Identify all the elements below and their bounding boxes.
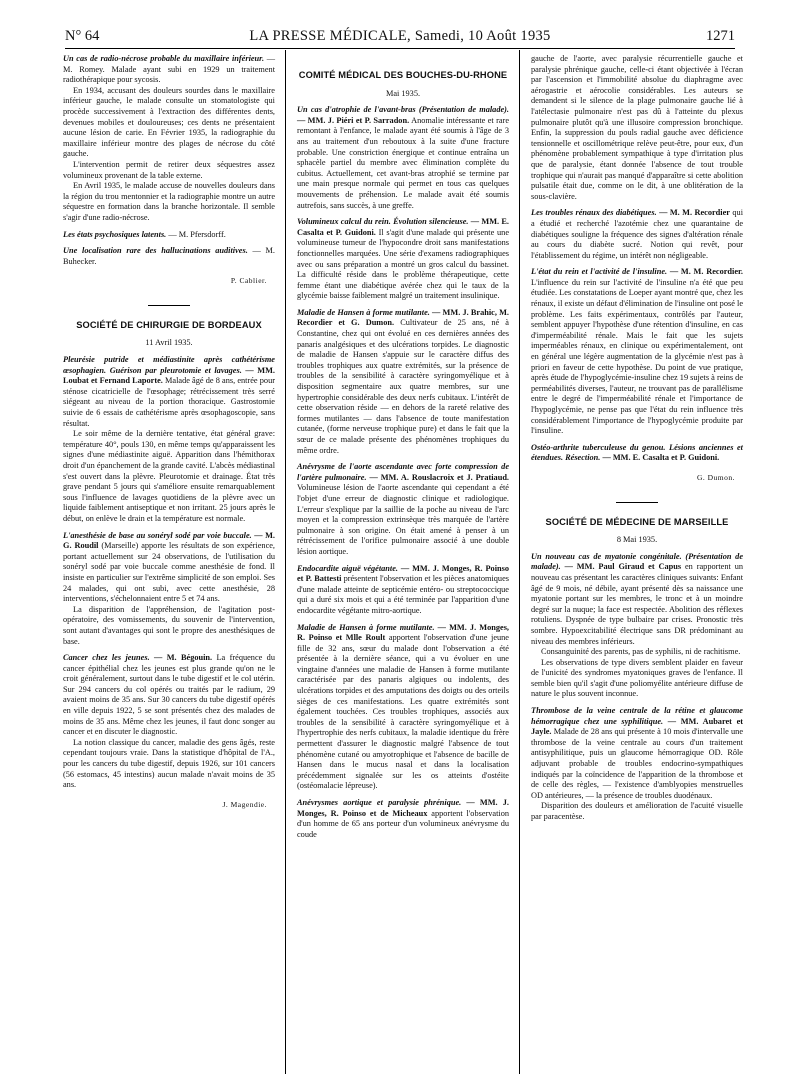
signature: J. Magendie.: [222, 799, 267, 809]
article-paragraph: La notion classique du cancer, maladie des gens âgés, reste cependant toujours vraie. Dans la statistique d'hôpital de l'A., pour les cancers du tube digestif, depuis 1926, sur 101 cancers (56 estomacs, 45 intestins) aucun malade n'avait moins de 35 ans.: [63, 737, 275, 790]
article-text: Il s'agit d'une malade qui présente une volumineuse tumeur de l'hypocondre droit sans manifestations fonctionnelles marquées. Une série d'examens radiographiques avec ou sans préparation a montré un gros calcul du bassinet. La difficulté réside dans le problème thérapeutique, cette femme étant une diabétique avérée chez qui le taux de la glycémie baisse faiblement malgré un traitement insulinique.: [297, 227, 509, 301]
article-title: Anévrysmes aortique et paralysie phrénique.: [297, 798, 462, 807]
article-text: Volumineuse lésion de l'aorte ascendante qui cependant a été l'objet d'une erreur de diagnostic clinique et radiologique. L'erreur s'explique par la saillie de la poche au niveau de l'arc moyen et la compression extrinsèque très marquée de l'artère pulmonaire à son origine. On était amené à penser à un rétrécissement de l'orifice pulmonaire associé à une double lésion aortique.: [297, 483, 509, 556]
article-paragraph: Le soir même de la dernière tentative, état général grave: température 40°, pouls 130, en même temps qu'apparaissent les signes d'une médiastinite aiguë. Apparition dans l'hémithorax droit d'un épanchement de la grande cavité. L'abcès médiastinal s'est ouvert dans la plèvre. Pleurotomie et drainage. État très grave pendant 5 jours qui s'améliore ensuite remarquablement sous l'influence de lavages quotidiens de la plèvre avec un liquide faiblement antiseptique et non irritant. 25 jours après le début, on enlève le drain et la température est normale.: [63, 429, 275, 523]
article-text: La fréquence du cancer épithélial chez les jeunes est plus grande qu'on ne le croit généralement, surtout dans le tube digestif et le col utérin. Sur 294 cancers du col opérés ou traités par le radium, 29 avaient moins de 35 ans. Sur 30 cancers du tube digestif opérés en ville depuis 1922, 5 se sont présentés chez des malades de moins de 35 ans. Même chez les jeunes, il faut donc songer au cancer et en discuter le diagnostic.: [63, 653, 275, 737]
article-text: (Marseille) apporte les résultats de son expérience, portant actuellement sur 24 observations, de l'utilisation du sonéryl sodé par voie buccale comme anesthésie de fond. Il insiste en particulier sur l'extrême simplicité de son emploi. Ses 24 malades, qui ont subi, avec cette anesthésie, 28 interventions, s'échelonnaient entre 5 et 74 ans.: [63, 541, 276, 604]
article-title: Endocardite aiguë végétante.: [297, 563, 398, 573]
article-paragraph: [531, 552, 743, 647]
article-author: — MM. Aubaret et Jayle.: [531, 716, 744, 737]
article-author: — M. G. Roudil: [63, 530, 276, 551]
column-divider: [285, 50, 286, 1074]
page-header: [65, 26, 735, 49]
article-paragraph: Disparition des douleurs et amélioration de l'acuité visuelle par paracentèse.: [531, 801, 743, 821]
article-title: Un cas de radio-nécrose probable du maxillaire inférieur.: [63, 54, 265, 63]
page-number: 1271: [706, 28, 735, 44]
article-title: Pleurésie putride et médiastinite après cathétérisme œsophagien. Guérison par pleurotomie et lavages.: [63, 355, 275, 375]
article-text: présentent l'observation et les pièces anatomiques d'une malade atteinte de septicémie entéro- ou streptococcique qui a duré six mois et qui a été terminée par l'apparition d'une endocardite végétante mitro-aortique.: [297, 574, 509, 615]
section-separator: [616, 502, 658, 503]
article-text: apportent l'observation d'un homme de 65 ans porteur d'un volumineux anévrysme du coude: [297, 808, 510, 839]
article-author: — MM. J. Monges, R. Poinso et P. Battesti: [297, 563, 509, 584]
article-paragraph: [63, 246, 275, 267]
column-divider: [519, 50, 520, 1074]
article-author: — M. Bégouin.: [154, 653, 213, 663]
article-title: Une localisation rare des hallucinations auditives.: [63, 246, 248, 256]
article-paragraph: En Avril 1935, le malade accuse de nouvelles douleurs dans la région du trou mentonnier et la radiographie montre un autre séquestre en formation dans la branche horizontale. Il semble s'agir d'une radio-nécrose.: [63, 181, 275, 222]
article-paragraph: [63, 531, 275, 605]
article-paragraph: [297, 308, 509, 456]
article-title: Maladie de Hansen à forme mutilante.: [297, 307, 430, 317]
article-paragraph: [297, 462, 509, 557]
article-author: — M. Romey.: [63, 54, 276, 74]
article-title: Les états psychosiques latents.: [63, 229, 167, 239]
article-author: — M. M. Recordier.: [669, 267, 743, 277]
article-text: Malade de 28 ans qui présente à 10 mois d'intervalle une thrombose de la veine centrale au cours d'un traitement antisyphilitique, puis un glaucome hémorragique OD. Rôle adjuvant probable de troubles endocrino-sympathiques indiqués par la coïncidence de l'apparition de la thrombose et de celle des règles, — l'existence d'amblyopies menstruelles OD antérieures, — la présence de troubles duodénaux.: [531, 727, 744, 800]
article-title: Ostéo-arthrite tuberculeuse du genou. Lésions anciennes et étendues. Résection.: [531, 442, 743, 463]
article-author: — MM. E. Casalta et P. Guidoni.: [602, 453, 720, 463]
article-title: Les troubles rénaux des diabétiques.: [531, 208, 657, 218]
article-author: — MM. J. Piéri et P. Sarradon.: [297, 115, 410, 125]
article-title: Maladie de Hansen à forme mutilante.: [297, 622, 435, 632]
article-paragraph: [63, 653, 275, 738]
article-paragraph: La disparition de l'appréhension, de l'agitation post-opératoire, des vomissements, du souvenir de l'intervention, sont autant d'avantages qui sont le propre des anesthésiques de base.: [63, 604, 275, 646]
article-paragraph: [63, 54, 275, 86]
journal-title: LA PRESSE MÉDICALE, Samedi, 10 Août 1935: [249, 28, 551, 44]
section-separator: [148, 305, 190, 306]
section-date: 8 Mai 1935.: [616, 535, 658, 545]
article-author: — MM. Paul Giraud et Capus: [564, 562, 682, 572]
article-author: — MM. J. Monges, R. Poinso et Mlle Roult: [297, 622, 509, 643]
section-heading: COMITÉ MÉDICAL DES BOUCHES-DU-RHONE: [298, 70, 508, 80]
article-title: L'état du rein et l'activité de l'insuline.: [531, 267, 668, 277]
article-author: — MM. A. Rouslacroix et J. Pratiaud.: [369, 472, 510, 482]
article-text: apportent l'observation d'une jeune fille de 32 ans, sœur du malade dont l'observation a été présentée à la dernière séance, qui a vu évoluer en une vingtaine d'années une maladie de Hansen à forme mutilante caractérisée par des panaris algiques ou indolents, des ulcérations torpides et des amputations des doigts ou des orteils sièges de ces manifestations. Les quatre extrémités sont également touchées. Ces troubles trophiques, associés aux troubles de la sensibilité à caractère syringomyélique et à l'hypertrophie des nerfs cubitaux, la maladie identique du frère permettent d'assurer le diagnostic malgré l'absence de tout phénomène cutané ou amyotrophique et l'absence de bacille de Hansen dans le mucus nasal et dans la localisation précédemment signalée sur les os atteints d'ostéite (ostéomalacie lépreuse).: [297, 633, 509, 791]
article-author: — MM. E. Casalta et P. Guidoni.: [297, 217, 510, 237]
article-title: L'anesthésie de base au sonéryl sodé par voie buccale.: [63, 530, 252, 540]
article-paragraph: Les observations de type divers semblent plaider en faveur de l'unicité des syndromes myatoniques graves de l'enfance. Il semble bien qu'il s'agit d'une poliomyélite antérieure diffuse de nature le plus souvent inconnue.: [531, 657, 743, 699]
article-author: — MM. Loubat et Fernand Laporte.: [63, 365, 276, 386]
section-heading: SOCIÉTÉ DE CHIRURGIE DE BORDEAUX: [76, 319, 262, 330]
article-paragraph: [531, 267, 743, 437]
article-text: Anomalie intéressante et rare remontant à l'enfance, le malade ayant été soumis à l'âge de 3 ans au traitement d'un reboutoux à la suite d'une fracture probable. Une constriction énergique et continue entraîna un sphacèle partiel du membre avec élimination complète du cubitus. Actuellement, cet avant-bras atrophié se termine par une main presque normale qui permet en tous cas quelques mouvements de préhension. Le malade avait été soumis autrefois, sans succès, à une greffe.: [297, 115, 509, 210]
section-heading: SOCIÉTÉ DE MÉDECINE DE MARSEILLE: [545, 516, 729, 527]
section-date: Mai 1935.: [385, 88, 421, 98]
signature: G. Dumon.: [696, 472, 735, 482]
section-date: 11 Avril 1935.: [145, 338, 193, 348]
article-title: Cancer chez les jeunes.: [63, 653, 150, 663]
column-1: [63, 54, 275, 810]
article-paragraph: gauche de l'aorte, avec paralysie récurrentielle gauche et paralysie phrénique gauche, celle-ci étant objectivée à l'écran par l'ascension et l'immobilité absolue du diaphragme avec aérogastrie et aérocolie considérables. Les auteurs se demandent si le silence de la plage pulmonaire gauche lié à l'atélectasie pulmonaire n'est pas dû à l'atteinte du plexus pulmonaire plutôt qu'à une illusoire compression bronchique. Enfin, la suppression du pouls radial gauche avec déficience tensionnelle et oscillométrique relève peut-être, pour eux, d'un phénomène probablement sympathique à type d'irritation plus que de paralysie, étant donnée l'absence de tout trouble trophique qui n'aurait pas manqué d'apparaître si cette abolition pulsatile était due, comme on le dit, à une oblitération de la sous-clavière.: [531, 54, 743, 201]
article-paragraph: [297, 623, 509, 793]
article-paragraph: Consanguinité des parents, pas de syphilis, ni de rachitisme.: [541, 647, 741, 657]
article-author: — M. Pfersdorff.: [168, 229, 226, 239]
article-paragraph: [63, 230, 275, 241]
article-title: Anévrysme de l'aorte ascendante avec forte compression de l'artère pulmonaire.: [297, 462, 509, 482]
column-2: [297, 54, 509, 840]
article-author: — M. M. Recordier: [659, 208, 730, 218]
article-title: Un cas d'atrophie de l'avant-bras (Présentation de malade).: [297, 105, 509, 115]
article-author: — MM. J. Brahic, M. Recordier et G. Dumon.: [297, 307, 509, 328]
article-paragraph: [297, 564, 509, 617]
article-author: — MM. J. Monges, R. Poinso et de Micheaux: [297, 798, 509, 818]
article-text: Cultivateur de 25 ans, né à Constantine, chez qui ont évolué en ces dernières années des panaris analgésiques et des ulcérations torpides. Le diagnostic de maladie de Hansen s'appuie sur le caractère diffus des troubles trophiques aux quatre extrémités, sur la présence de troubles de la sensibilité à caractère syringomyélique et à disposition segmentaire aux quatre membres, sur une hypertrophie considérable des deux nerfs cubitaux. L'intérêt de cette observation réside — en dehors de la rareté relative des formes mutilantes — dans l'absence de toute manifestation cutanée, (forme nerveuse trophique pure) et dans le fait que la sœur de ce malade présente des phénomènes trophiques du même ordre.: [297, 318, 509, 455]
article-paragraph: [297, 798, 509, 840]
article-author: — M. Buhecker.: [63, 246, 275, 266]
article-text: L'influence du rein sur l'activité de l'insuline n'a été que peu étudiée. Les constatations de Loeper ayant montré que, chez les rénaux, il existe un défaut d'élimination de l'insuline ont posé le problème. Les faits expérimentaux, contrôlés par l'auteur, semblent appuyer l'hypothèse d'une rétention d'insuline, en cas d'imperméabilité rénale. Mais le fait que les sujets imperméables rénaux, en clinique ou expérimentalement, ont en général une légère augmentation de la glycémie n'est pas à priori en faveur de cette hypothèse. Du point de vue pratique, après étude de l'hypoglycémie-insuline chez 19 sujets à reins de perméabilités diverses, l'auteur, ne trouvant pas de parallélisme entre le degré de l'imperméabilité rénale et l'importance de l'hypoglycémie, ne pense pas que l'état du rein influence très considérablement l'importance de l'hypoglycémie produite par l'insuline.: [531, 277, 743, 436]
column-3: [531, 54, 743, 823]
article-paragraph: [531, 443, 743, 464]
article-text: Malade âgé de 8 ans, entrée pour sténose cicatricielle de l'œsophage; rétrécissement très serré siégeant au niveau de la portion thoracique. Gastrostomie suivie de 6 essais de cathétérisme après œsophagoscopie, sans résultat.: [63, 376, 275, 428]
article-title: Volumineux calcul du rein. Évolution silencieuse.: [297, 217, 469, 227]
article-text: en rapportent un nouveau cas présentant les caractères cliniques suivants: Enfant âgé de 9 mois, né débile, ayant présenté dès sa naissance une myatonie portant sur les membres, le tronc et à un moindre degré sur la nuque; la face est respectée. Abolition des réflexes rotuliens. Dyspnée de type bulbaire par crises. Pronostic très sombre. Hypoexcitabilité électrique sans DR prédominant au niveau des membres inférieurs.: [531, 562, 743, 646]
signature: P. Cablier.: [230, 276, 267, 286]
issue-number: N° 64: [65, 28, 100, 44]
article-text: Malade ayant subi en 1929 un traitement radiothérapique pour sycosis.: [63, 64, 276, 85]
article-paragraph: [531, 706, 743, 801]
article-title: Thrombose de la veine centrale de la rétine et glaucome hémorragique chez une syphilitique.: [531, 706, 743, 726]
article-paragraph: L'intervention permit de retirer deux séquestres assez volumineux provenant de la table externe.: [63, 159, 275, 180]
article-text: qui a étudié et recherché l'azotémie chez une quarantaine de diabétiques souligne la fréquence des signes d'altération rénale au cours du diabète sucré. Notion qui revêt, pour l'établissement du régime, un intérêt non négligeable.: [531, 208, 744, 260]
article-paragraph: [297, 217, 509, 302]
article-title: Un nouveau cas de myatonie congénitale. (Présentation de malade).: [531, 551, 743, 572]
article-paragraph: [531, 208, 743, 261]
article-paragraph: [297, 105, 509, 211]
article-paragraph: [63, 355, 275, 429]
article-paragraph: En 1934, accusant des douleurs sourdes dans le maxillaire inférieur gauche, le malade consulte un stomatologiste qui procède successivement à l'extraction des différentes dents, devenues mobiles et douloureuses; ces dents ne présentaient aucune lésion de carie. En Février 1935, la radiographie du maxillaire inférieur montre des plages de nécrose du côté gauche.: [63, 85, 275, 159]
